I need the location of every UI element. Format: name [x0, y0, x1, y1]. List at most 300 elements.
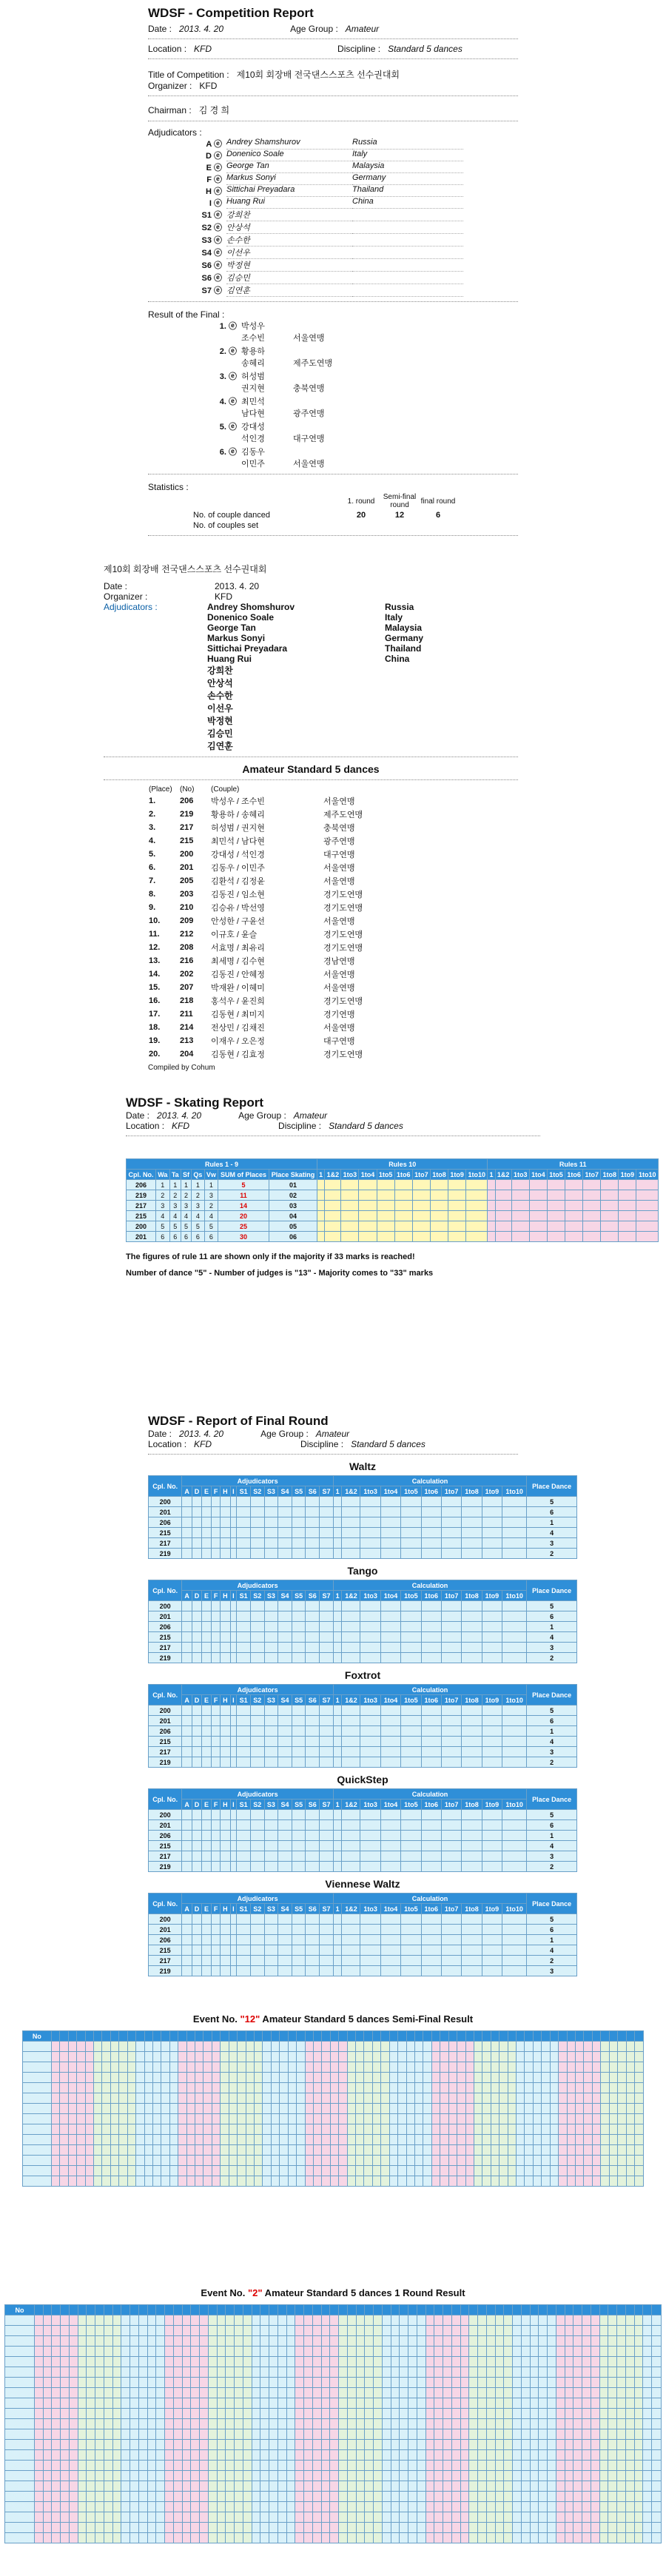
adj-mark: [278, 1747, 292, 1757]
calc-cell: [333, 1747, 342, 1757]
calc-cell: [421, 1705, 441, 1716]
grid-cell: [434, 2471, 443, 2481]
dance-row: [149, 1622, 577, 1632]
adj-mark: [192, 1528, 201, 1538]
judge-col: [204, 2031, 212, 2042]
calc-col: 1to8: [462, 1799, 482, 1810]
grid-cell: [574, 2347, 582, 2357]
rule11-col: 1: [488, 1170, 495, 1180]
grid-no: [5, 2315, 35, 2326]
grid-cell: [559, 2176, 567, 2187]
grid-cell: [304, 2461, 313, 2471]
grid-cell: [451, 2419, 460, 2429]
dance-row: [149, 1726, 577, 1737]
grid-cell: [643, 2378, 652, 2388]
cpl-no: 215: [149, 1945, 182, 1956]
grid-cell: [339, 2461, 348, 2471]
rule11-cell: [601, 1190, 619, 1201]
grid-cell: [356, 2135, 364, 2145]
grid-cell: [548, 2388, 556, 2398]
grid-cell: [643, 2523, 652, 2533]
grid-cell: [440, 2124, 448, 2135]
calc-cell: [360, 1653, 380, 1663]
grid-cell: [652, 2367, 662, 2378]
calc-cell: [380, 1747, 400, 1757]
cpl-no: 201: [149, 1716, 182, 1726]
grid-cell: [269, 2409, 278, 2419]
grid-cell: [530, 2388, 539, 2398]
grid-cell: [609, 2124, 617, 2135]
grid-cell: [374, 2398, 383, 2409]
grid-cell: [204, 2114, 212, 2124]
calc-cell: [421, 1747, 441, 1757]
grid-cell: [381, 2156, 389, 2166]
rule11-cell: [547, 1221, 565, 1232]
grid-cell: [356, 2347, 365, 2357]
grid-cell: [592, 2176, 600, 2187]
summary-club: 경기도연맹: [323, 930, 363, 939]
grid-cell: [469, 2481, 478, 2492]
dance-place: 5: [204, 1221, 218, 1232]
grid-cell: [77, 2073, 85, 2083]
adj-mark: [230, 1810, 237, 1820]
grid-cell: [136, 2176, 144, 2187]
result-line-2: [192, 457, 518, 469]
grid-cell: [626, 2176, 634, 2187]
adj-mark: [320, 1810, 334, 1820]
grid-cell: [93, 2093, 101, 2104]
adj-mark: [278, 1820, 292, 1831]
grid-cell: [330, 2502, 339, 2512]
grid-cell: [204, 2156, 212, 2166]
grid-cell: [312, 2367, 321, 2378]
grid-cell: [69, 2357, 78, 2367]
grid-cell: [609, 2083, 617, 2093]
grid-cell: [165, 2419, 174, 2429]
calc-cell: [482, 1737, 502, 1747]
adj-mark: [182, 1757, 192, 1768]
grid-cell: [374, 2357, 383, 2367]
grid-cell: [356, 2052, 364, 2062]
adj-mark: [264, 1507, 278, 1517]
grid-no: [5, 2357, 35, 2367]
adj-mark: [278, 1851, 292, 1862]
grid-cell: [482, 2093, 491, 2104]
grid-cell: [110, 2166, 118, 2176]
adj-mark: [278, 1653, 292, 1663]
grid-cell: [398, 2093, 406, 2104]
grid-cell: [217, 2502, 226, 2512]
grid-cell: [286, 2378, 295, 2388]
grid-cell: [643, 2315, 652, 2326]
rule10-col: 1to4: [359, 1170, 377, 1180]
grid-cell: [165, 2367, 174, 2378]
grid-cell: [161, 2124, 169, 2135]
grid-cell: [269, 2347, 278, 2357]
rule10-cell: [341, 1232, 359, 1242]
grid-cell: [77, 2135, 85, 2145]
grid-cell: [525, 2042, 533, 2052]
calc-cell: [360, 1851, 380, 1862]
grid-cell: [104, 2429, 112, 2440]
grid-cell: [556, 2315, 565, 2326]
adj-mark: [264, 1747, 278, 1757]
grid-cell: [110, 2062, 118, 2073]
grid-cell: [556, 2367, 565, 2378]
adj-mark: [230, 1601, 237, 1611]
grid-cell: [574, 2409, 582, 2419]
adj-col: H: [221, 1695, 230, 1705]
grid-cell: [156, 2429, 165, 2440]
grid-cell: [102, 2176, 110, 2187]
grid-cell: [69, 2502, 78, 2512]
grid-cell: [599, 2315, 608, 2326]
adj-mark: [292, 1747, 306, 1757]
calc-cell: [360, 1925, 380, 1935]
grid-cell: [389, 2176, 397, 2187]
summary-adj-name: 손수한: [207, 691, 233, 701]
grid-cell: [246, 2166, 254, 2176]
grid-cell: [186, 2042, 195, 2052]
grid-cell: [465, 2135, 474, 2145]
grid-cell: [582, 2378, 591, 2388]
calc-cell: [421, 1538, 441, 1549]
calc-col: 1to5: [401, 1695, 421, 1705]
adj-mark: [306, 1538, 320, 1549]
calc-cell: [360, 1737, 380, 1747]
grid-cell: [423, 2042, 431, 2052]
judge-col: [565, 2305, 574, 2315]
grid-cell: [517, 2156, 525, 2166]
grid-cell: [567, 2114, 575, 2124]
adj-mark: [320, 1935, 334, 1945]
grid-cell: [434, 2367, 443, 2378]
calc-cell: [401, 1716, 421, 1726]
calc-col: 1: [333, 1695, 342, 1705]
grid-cell: [127, 2145, 135, 2156]
grid-cell: [161, 2135, 169, 2145]
grid-cell: [374, 2461, 383, 2471]
place-dance: 1: [527, 1517, 577, 1528]
grid-cell: [169, 2176, 178, 2187]
grid-cell: [43, 2471, 52, 2481]
adj-mark: [292, 1966, 306, 1976]
grid-cell: [165, 2492, 174, 2502]
grid-cell: [559, 2156, 567, 2166]
grid-cell: [521, 2502, 530, 2512]
grid-cell: [104, 2378, 112, 2388]
grid-cell: [147, 2409, 156, 2419]
grid-cell: [406, 2062, 414, 2073]
calc-cell: [333, 1914, 342, 1925]
grid-cell: [173, 2512, 182, 2523]
grid-cell: [169, 2052, 178, 2062]
grid-cell: [584, 2114, 592, 2124]
grid-row: [23, 2052, 644, 2062]
adj-mark: [182, 1632, 192, 1643]
grid-cell: [525, 2062, 533, 2073]
calc-col: 1to8: [462, 1904, 482, 1914]
grid-cell: [173, 2523, 182, 2533]
calc-cell: [482, 1632, 502, 1643]
grid-cell: [182, 2336, 191, 2347]
calc-cell: [482, 1601, 502, 1611]
grid-cell: [608, 2512, 617, 2523]
grid-cell: [443, 2347, 452, 2357]
grid-cell: [321, 2450, 330, 2461]
grid-cell: [634, 2502, 643, 2512]
spacer: [192, 457, 241, 469]
grid-cell: [440, 2166, 448, 2176]
adj-mark: [250, 1914, 264, 1925]
grid-cell: [339, 2398, 348, 2409]
grid-cell: [584, 2052, 592, 2062]
grid-cell: [339, 2388, 348, 2398]
skating-row: [127, 1221, 659, 1232]
grid-cell: [521, 2409, 530, 2419]
adj-code: S6 ⓔ: [201, 261, 222, 270]
calc-col: 1to9: [482, 1486, 502, 1497]
adj-mark: [182, 1507, 192, 1517]
rule10-cell: [341, 1201, 359, 1211]
grid-no: [5, 2409, 35, 2419]
summary-adj-country: Germany: [385, 633, 424, 643]
grid-cell: [391, 2512, 400, 2523]
grid-cell: [195, 2145, 204, 2156]
grid-cell: [229, 2145, 237, 2156]
grid-cell: [548, 2378, 556, 2388]
grid-cell: [161, 2166, 169, 2176]
grid-cell: [478, 2419, 487, 2429]
grid-cell: [200, 2388, 209, 2398]
grid-cell: [34, 2440, 43, 2450]
grid-cell: [491, 2135, 499, 2145]
adj-mark: [202, 1549, 212, 1559]
adj-mark: [182, 1956, 192, 1966]
grid-cell: [626, 2062, 634, 2073]
grid-cell: [121, 2326, 130, 2336]
grid-cell: [121, 2419, 130, 2429]
summary-adj-row: [207, 612, 423, 623]
adj-mark: [264, 1601, 278, 1611]
grid-cell: [85, 2083, 93, 2093]
adj-mark: [250, 1956, 264, 1966]
dance-row: [149, 1810, 577, 1820]
rule11-cell: [511, 1190, 529, 1201]
sk-discipline-value: Standard 5 dances: [329, 1121, 403, 1131]
calc-cell: [342, 1549, 360, 1559]
grid-cell: [408, 2429, 417, 2440]
grid-cell: [601, 2104, 609, 2114]
grid-cell: [147, 2471, 156, 2481]
grid-cell: [500, 2166, 508, 2176]
grid-cell: [235, 2502, 243, 2512]
grid-cell: [235, 2347, 243, 2357]
grid-cell: [295, 2409, 304, 2419]
judge-col: [226, 2305, 235, 2315]
grid-cell: [295, 2492, 304, 2502]
adj-mark: [221, 1945, 230, 1956]
adj-col: A: [182, 1695, 192, 1705]
grid-cell: [191, 2378, 200, 2388]
calc-cell: [360, 1726, 380, 1737]
grid-cell: [286, 2419, 295, 2429]
adj-mark: [278, 1862, 292, 1872]
calc-col: 1to5: [401, 1799, 421, 1810]
dance-row: [149, 1841, 577, 1851]
grid-cell: [567, 2145, 575, 2156]
grid-cell: [156, 2315, 165, 2326]
calc-col: 1to9: [482, 1695, 502, 1705]
summary-couple: 이규호 / 윤슬: [211, 930, 258, 939]
grid-cell: [252, 2512, 260, 2523]
grid-cell: [235, 2471, 243, 2481]
grid-cell: [504, 2492, 513, 2502]
judge-col: [119, 2031, 127, 2042]
grid-cell: [634, 2156, 643, 2166]
grid-cell: [297, 2176, 305, 2187]
grid-cell: [584, 2104, 592, 2114]
grid-cell: [408, 2440, 417, 2450]
grid-cell: [478, 2398, 487, 2409]
adj-col: S2: [250, 1695, 264, 1705]
grid-no: [5, 2419, 35, 2429]
grid-cell: [112, 2533, 121, 2543]
grid-cell: [110, 2135, 118, 2145]
summary-place: 17.: [149, 1010, 161, 1019]
grid-cell: [592, 2062, 600, 2073]
grid-cell: [440, 2062, 448, 2073]
grid-cell: [530, 2347, 539, 2357]
grid-cell: [144, 2083, 152, 2093]
rule10-cell: [359, 1190, 377, 1201]
grid-cell: [601, 2145, 609, 2156]
grid-cell: [618, 2073, 626, 2083]
grid-cell: [339, 2124, 347, 2135]
grid-cell: [95, 2471, 104, 2481]
adj-mark: [211, 1737, 220, 1747]
adj-mark: [182, 1528, 192, 1538]
grid-cell: [559, 2135, 567, 2145]
grid-cell: [592, 2124, 600, 2135]
grid-cell: [252, 2388, 260, 2398]
adj-mark: [278, 1517, 292, 1528]
grid-cell: [451, 2367, 460, 2378]
grid-row: [23, 2083, 644, 2093]
grid-cell: [295, 2533, 304, 2543]
grid-cell: [156, 2378, 165, 2388]
grid-cell: [43, 2336, 52, 2347]
grid-cell: [652, 2440, 662, 2450]
calc-cell: [380, 1705, 400, 1716]
grid-cell: [286, 2450, 295, 2461]
summary-place: 3.: [149, 823, 156, 832]
grid-cell: [521, 2326, 530, 2336]
adj-country: [352, 284, 463, 297]
grid-cell: [504, 2461, 513, 2471]
dance-place: 1: [181, 1180, 191, 1190]
rule10-cell: [377, 1211, 394, 1221]
grid-cell: [263, 2083, 271, 2093]
grid-cell: [321, 2523, 330, 2533]
calc-cell: [401, 1945, 421, 1956]
skating-title: WDSF - Skating Report: [126, 1096, 264, 1110]
cpl-no: 200: [149, 1914, 182, 1925]
summary-couple: 최민석 / 남다현: [211, 837, 265, 846]
grid-cell: [280, 2156, 288, 2166]
grid-cell: [374, 2419, 383, 2429]
grid-cell: [243, 2533, 252, 2543]
grid-cell: [592, 2166, 600, 2176]
result-partner-2: 석인경: [241, 435, 265, 443]
cpl-no: 215: [149, 1528, 182, 1538]
grid-cell: [260, 2378, 269, 2388]
grid-cell: [238, 2073, 246, 2083]
adj-mark: [202, 1945, 212, 1956]
grid-cell: [312, 2326, 321, 2336]
calc-cell: [401, 1747, 421, 1757]
grid-cell: [138, 2326, 147, 2336]
grid-cell: [186, 2062, 195, 2073]
grid-cell: [513, 2388, 522, 2398]
grid-cell: [226, 2440, 235, 2450]
grid-cell: [591, 2357, 599, 2367]
grid-cell: [182, 2326, 191, 2336]
adj-name: 강희찬: [226, 209, 352, 221]
adj-mark: [230, 1841, 237, 1851]
grid-cell: [217, 2409, 226, 2419]
adj-col: S6: [306, 1591, 320, 1601]
grid-cell: [200, 2336, 209, 2347]
grid-cell: [246, 2124, 254, 2135]
grid-cell: [78, 2492, 87, 2502]
grid-cell: [191, 2398, 200, 2409]
calc-cell: [421, 1622, 441, 1632]
grid-cell: [313, 2083, 321, 2093]
grid-cell: [321, 2533, 330, 2543]
grid-cell: [191, 2336, 200, 2347]
grid-cell: [271, 2104, 279, 2114]
grid-cell: [591, 2326, 599, 2336]
adj-mark: [182, 1705, 192, 1716]
adj-mark: [278, 1966, 292, 1976]
grid-cell: [539, 2336, 548, 2347]
calc-cell: [421, 1914, 441, 1925]
grid-cell: [119, 2176, 127, 2187]
grid-cell: [43, 2523, 52, 2533]
grid-cell: [68, 2062, 76, 2073]
grid-cell: [321, 2326, 330, 2336]
grid-cell: [625, 2409, 634, 2419]
grid-cell: [469, 2409, 478, 2419]
grid-cell: [144, 2073, 152, 2083]
adj-col: F: [211, 1799, 220, 1810]
calc-cell: [333, 1549, 342, 1559]
judge-col: [374, 2305, 383, 2315]
grid-cell: [121, 2315, 130, 2326]
grid-cell: [246, 2145, 254, 2156]
grid-cell: [322, 2135, 330, 2145]
adj-mark: [202, 1611, 212, 1622]
dance-place: 4: [169, 1211, 181, 1221]
calc-cell: [333, 1528, 342, 1538]
grid-cell: [389, 2114, 397, 2124]
grid-cell: [443, 2512, 452, 2523]
grid-cell: [297, 2052, 305, 2062]
grid-cell: [77, 2114, 85, 2124]
grid-cell: [457, 2114, 465, 2124]
adj-mark: [237, 1601, 251, 1611]
